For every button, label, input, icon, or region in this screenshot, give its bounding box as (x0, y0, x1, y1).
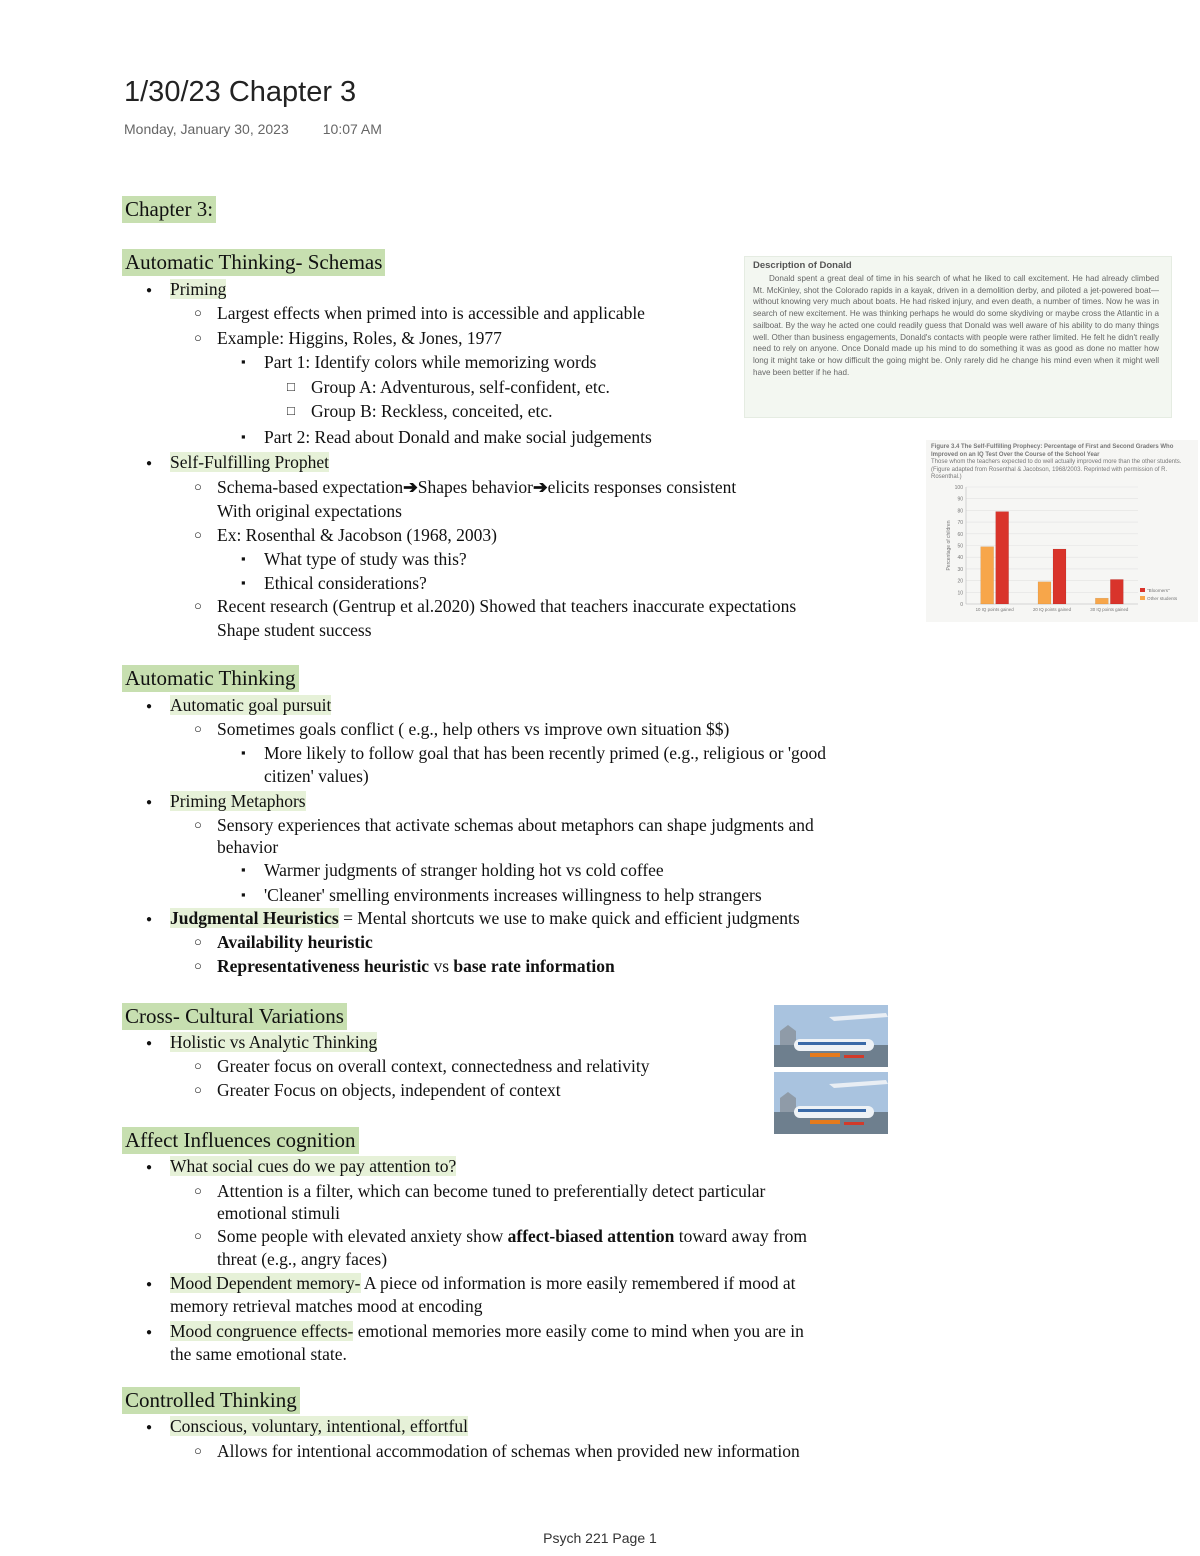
chart-legend-label: "Bloomers" (1147, 588, 1170, 593)
mood-congruence-label: Mood congruence effects- (170, 1321, 354, 1341)
sfp-ethical: Ethical considerations? (264, 573, 427, 593)
page-time: 10:07 AM (322, 121, 382, 137)
bullet-disc (146, 1272, 152, 1296)
mood-dependent (170, 1272, 795, 1294)
page-meta (124, 121, 382, 137)
page-date: Monday, January 30, 2023 (124, 121, 289, 137)
metaphors-cleaner: 'Cleaner' smelling environments increases willingness to help strangers (264, 885, 762, 905)
bullet-circle (194, 955, 202, 977)
chart-y-tick-label: 80 (957, 508, 963, 515)
heading-chapter: Chapter 3: (122, 196, 216, 223)
bullet-circle (194, 476, 202, 498)
sfp-step-3: elicits responses consistent (547, 477, 737, 497)
goal-label: Automatic goal pursuit (170, 695, 332, 715)
chart-bar (1110, 579, 1123, 604)
goal-likely-cont: citizen' values) (264, 766, 369, 786)
priming-group-b: Group B: Reckless, conceited, etc. (311, 401, 553, 421)
sfp-cont: With original expectations (217, 501, 402, 521)
holistic-objects: Greater Focus on objects, independent of context (217, 1080, 561, 1100)
chart-y-tick-label: 60 (957, 531, 963, 538)
figure-3-4-chart (926, 440, 1198, 622)
conscious-label: Conscious, voluntary, intentional, effortful (170, 1416, 468, 1436)
chart-y-axis-label: Percentage of children (946, 520, 952, 571)
chart-bar (1095, 598, 1108, 604)
bullet-disc (146, 790, 152, 814)
bullet-square (241, 351, 246, 373)
bullet-disc (146, 1415, 152, 1439)
anxiety-text-c: toward away from (674, 1226, 807, 1246)
sfp-ex: Ex: Rosenthal & Jacobson (1968, 2003) (217, 525, 497, 545)
chart-y-tick-label: 20 (957, 578, 963, 585)
priming-example: Example: Higgins, Roles, & Jones, 1977 (217, 328, 502, 348)
airplane-scene-image (774, 1072, 888, 1134)
heading-controlled: Controlled Thinking (122, 1387, 300, 1414)
page-footer: Psych 221 Page 1 (543, 1530, 657, 1546)
chart-y-tick-label: 30 (957, 566, 963, 573)
affect-filter-cont: emotional stimuli (217, 1203, 340, 1223)
affect-anxiety (217, 1225, 807, 1247)
chart-svg (926, 440, 1198, 622)
holistic-context: Greater focus on overall context, connectedness and relativity (217, 1056, 650, 1076)
sfp-recent: Recent research (Gentrup et al.2020) Showed that teachers inaccurate expectations (217, 596, 797, 616)
representativeness-line (217, 955, 615, 977)
airplane-scene-image (774, 1005, 888, 1067)
donald-text: Donald spent a great deal of time in his search of what he liked to call excitement. He had already climbed Mt. McKinley, shot the Colorado rapids in a kayak, driven in a demolition derby, and piloted a jet-powered boat—without knowing very much about boats. He had risked injury, and even death, a number of times. Now he was in search of new excitement. He was thinking perhaps he would do some skydiving or maybe cross the Atlantic in a sailboat. By the way he acted one could readily guess that Donald was well aware of his ability to do many things well. Other than business engagements, Donald's contacts with people were rather limited. He felt he didn't really need to rely on anyone. Once Donald made up his mind to do something it was as good as done no matter how long it might take or how difficult the going might be. Only rarely did he change his mind even when it might well have been better if he had. (753, 274, 1159, 377)
priming-largest: Largest effects when primed into is accessible and applicable (217, 303, 645, 323)
chart-y-tick-label: 50 (957, 543, 963, 550)
vs-text: vs (429, 956, 454, 976)
airport-photo-analytic (774, 1072, 888, 1134)
anxiety-text-a: Some people with elevated anxiety show (217, 1226, 508, 1246)
chart-y-tick-label: 100 (954, 485, 963, 491)
anxiety-bold: affect-biased attention (507, 1226, 675, 1246)
mood-congruence-cont: the same emotional state. (170, 1344, 347, 1364)
sfp-step-2: Shapes behavior (417, 477, 533, 497)
airport-photo-holistic (774, 1005, 888, 1067)
bullet-square (241, 572, 246, 594)
sfp-step-1: Schema-based expectation (217, 477, 404, 497)
bullet-circle (194, 1225, 202, 1247)
base-rate-label: base rate information (453, 956, 615, 976)
chart-title: Figure 3.4 The Self-Fulfilling Prophecy: Percentage of First and Second Graders Who Improved on an IQ Test Over the Course of the School Year (931, 444, 1174, 458)
chart-x-tick-label: 30 IQ points gained (1090, 607, 1129, 612)
chart-legend-swatch (1140, 588, 1145, 592)
priming-part1: Part 1: Identify colors while memorizing words (264, 352, 597, 372)
chart-bar (981, 547, 994, 604)
sfp-recent-cont: Shape student success (217, 620, 372, 640)
bullet-circle (194, 814, 202, 836)
goal-conflict: Sometimes goals conflict ( e.g., help others vs improve own situation $$) (217, 719, 730, 739)
chart-bar (1038, 582, 1051, 604)
chart-bar (996, 512, 1009, 604)
metaphors-sensory: Sensory experiences that activate schemas about metaphors can shape judgments and (217, 815, 814, 835)
page-title: 1/30/23 Chapter 3 (124, 76, 357, 108)
bullet-circle (194, 1055, 202, 1077)
holistic-label: Holistic vs Analytic Thinking (170, 1032, 378, 1052)
bullet-circle (194, 327, 202, 349)
bullet-hollow-square (287, 376, 295, 398)
affect-filter: Attention is a filter, which can become tuned to preferentially detect particular (217, 1181, 766, 1201)
priming-group-a: Group A: Adventurous, self-confident, etc. (311, 377, 610, 397)
sfp-chain (217, 476, 736, 498)
metaphors-label: Priming Metaphors (170, 791, 306, 811)
mood-congruence-text: emotional memories more easily come to mind when you are in (353, 1321, 804, 1341)
donald-excerpt-image (744, 256, 1172, 418)
mood-dependent-text: A piece od information is more easily remembered if mood at (360, 1273, 796, 1293)
arrow-right-icon: ➔ (403, 477, 418, 497)
bullet-circle (194, 1440, 202, 1462)
arrow-right-icon: ➔ (532, 477, 548, 497)
bullet-disc (146, 694, 152, 718)
bullet-circle (194, 524, 202, 546)
bullet-disc (146, 1031, 152, 1055)
heuristics-def: = Mental shortcuts we use to make quick and efficient judgments (338, 908, 800, 928)
bullet-square (241, 884, 246, 906)
bullet-disc (146, 278, 152, 302)
cues-label: What social cues do we pay attention to? (170, 1156, 457, 1176)
chart-y-tick-label: 90 (957, 496, 963, 503)
controlled-allows: Allows for intentional accommodation of schemas when provided new information (217, 1441, 800, 1461)
bullet-circle (194, 931, 202, 953)
bullet-disc (146, 1320, 152, 1344)
mood-dependent-label: Mood Dependent memory- (170, 1273, 361, 1293)
heading-automatic: Automatic Thinking (122, 665, 299, 692)
bullet-disc (146, 1155, 152, 1179)
chart-y-tick-label: 40 (957, 555, 963, 562)
availability-heuristic: Availability heuristic (217, 932, 373, 952)
heading-schemas: Automatic Thinking- Schemas (122, 249, 385, 276)
heading-cross: Cross- Cultural Variations (122, 1003, 347, 1030)
affect-anxiety-cont: threat (e.g., angry faces) (217, 1249, 388, 1269)
chart-subtitle: Those whom the teachers expected to do well actually improved more than the other students. (931, 459, 1182, 465)
chart-y-tick-label: 70 (957, 520, 963, 527)
heuristics-line (170, 907, 800, 929)
bullet-circle (194, 718, 202, 740)
chart-source: (Figure adapted from Rosenthal & Jacobson, 1968/2003. Reprinted with permission of R. Rosenthal.) (931, 466, 1168, 480)
donald-title: Description of Donald (753, 260, 852, 271)
bullet-circle (194, 1180, 202, 1202)
chart-y-tick-label: 10 (957, 590, 963, 597)
chart-x-tick-label: 10 IQ points gained (975, 607, 1014, 612)
chart-bar (1053, 549, 1066, 604)
mood-dependent-cont: memory retrieval matches mood at encoding (170, 1296, 483, 1316)
goal-likely: More likely to follow goal that has been recently primed (e.g., religious or 'good (264, 743, 827, 763)
heading-affect: Affect Influences cognition (122, 1127, 359, 1154)
priming-label: Priming (170, 279, 227, 299)
bullet-square (241, 426, 246, 448)
bullet-circle (194, 595, 202, 617)
priming-part2: Part 2: Read about Donald and make social judgements (264, 427, 652, 447)
bullet-disc (146, 451, 152, 475)
bullet-square (241, 742, 246, 764)
bullet-hollow-square (287, 400, 295, 422)
bullet-disc (146, 907, 152, 931)
sfp-label: Self-Fulfilling Prophet (170, 452, 329, 472)
metaphors-warmer: Warmer judgments of stranger holding hot vs cold coffee (264, 860, 664, 880)
representativeness-label: Representativeness heuristic (217, 956, 430, 976)
chart-legend-swatch (1140, 596, 1145, 600)
mood-congruence (170, 1320, 804, 1342)
bullet-circle (194, 302, 202, 324)
bullet-square (241, 548, 246, 570)
metaphors-sensory-cont: behavior (217, 837, 279, 857)
chart-y-tick-label: 0 (960, 602, 963, 608)
bullet-circle (194, 1079, 202, 1101)
chart-x-tick-label: 20 IQ points gained (1032, 607, 1072, 612)
bullet-square (241, 859, 246, 881)
chart-legend-label: Other students (1147, 596, 1178, 601)
sfp-study: What type of study was this? (264, 549, 467, 569)
heuristics-label: Judgmental Heuristics (170, 908, 339, 928)
